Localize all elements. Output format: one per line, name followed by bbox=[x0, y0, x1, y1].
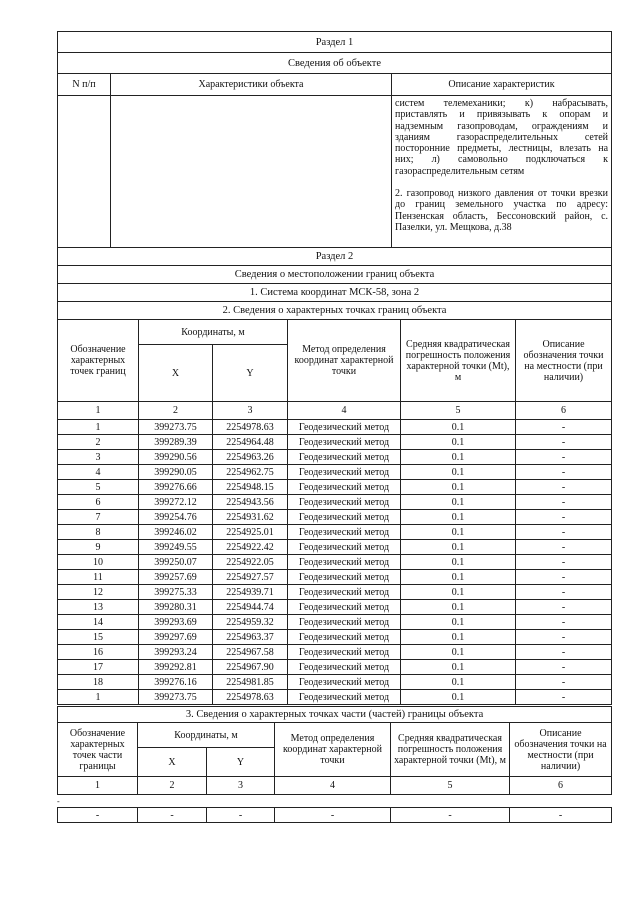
cell-y: 2254948.15 bbox=[213, 480, 288, 495]
cell-characteristics-empty bbox=[111, 96, 392, 248]
cell-method: Геодезический метод bbox=[288, 660, 401, 675]
cell-x: 399293.69 bbox=[139, 615, 213, 630]
cell-method: Геодезический метод bbox=[288, 600, 401, 615]
col-number: 3 bbox=[213, 402, 288, 420]
point-row bbox=[58, 690, 612, 705]
cell-x: 399290.05 bbox=[139, 465, 213, 480]
empty-row bbox=[58, 808, 612, 823]
section2-title: Раздел 2 bbox=[58, 248, 612, 266]
col-number: 1 bbox=[58, 777, 138, 795]
point-row bbox=[58, 495, 612, 510]
cell-point: 5 bbox=[58, 480, 139, 495]
cell-point: 12 bbox=[58, 585, 139, 600]
col-number: 5 bbox=[401, 402, 516, 420]
cell-location-desc: - bbox=[516, 435, 612, 450]
cell-method: Геодезический метод bbox=[288, 495, 401, 510]
section2-subtitle: Сведения о местоположении границ объекта bbox=[58, 266, 612, 284]
cell-description bbox=[392, 96, 612, 248]
point-row bbox=[58, 525, 612, 540]
col-number: 2 bbox=[139, 402, 213, 420]
cell-point: 14 bbox=[58, 615, 139, 630]
cell-location-desc: - bbox=[516, 495, 612, 510]
col-number: 4 bbox=[288, 402, 401, 420]
cell-error: 0.1 bbox=[401, 690, 516, 705]
cell-point: 4 bbox=[58, 465, 139, 480]
point-row bbox=[58, 435, 612, 450]
cell-x: 399289.39 bbox=[139, 435, 213, 450]
cell-location-desc: - bbox=[516, 540, 612, 555]
header-coordinates: Координаты, м bbox=[139, 320, 288, 345]
cell-location-desc: - bbox=[516, 645, 612, 660]
cell-x: 399273.75 bbox=[139, 420, 213, 435]
column-number-row bbox=[58, 402, 612, 420]
cell-point: 2 bbox=[58, 435, 139, 450]
cell-x: 399257.69 bbox=[139, 570, 213, 585]
cell-y: 2254967.58 bbox=[213, 645, 288, 660]
cell-method: Геодезический метод bbox=[288, 555, 401, 570]
cell-x: 399254.76 bbox=[139, 510, 213, 525]
cell-y: 2254931.62 bbox=[213, 510, 288, 525]
point-row bbox=[58, 450, 612, 465]
section2-table bbox=[57, 247, 612, 705]
point-row bbox=[58, 660, 612, 675]
header-y: Y bbox=[207, 748, 275, 777]
cell-x: 399292.81 bbox=[139, 660, 213, 675]
cell-error: 0.1 bbox=[401, 615, 516, 630]
section1-subtitle: Сведения об объекте bbox=[58, 53, 612, 74]
header-point: Обозначение характерных точек границ bbox=[58, 320, 139, 402]
cell-x: 399280.31 bbox=[139, 600, 213, 615]
column-number-row bbox=[58, 777, 612, 795]
separator-dash: - bbox=[57, 797, 60, 806]
point-row bbox=[58, 480, 612, 495]
col-number: 5 bbox=[391, 777, 510, 795]
cell-y: 2254981.85 bbox=[213, 675, 288, 690]
cell-error: 0.1 bbox=[401, 600, 516, 615]
cell-point: 6 bbox=[58, 495, 139, 510]
point-row bbox=[58, 465, 612, 480]
cell-y: 2254959.32 bbox=[213, 615, 288, 630]
header-error: Средняя квадратическая погрешность положения характерной точки (Mt), м bbox=[391, 723, 510, 777]
point-row bbox=[58, 555, 612, 570]
cell-y: 2254927.57 bbox=[213, 570, 288, 585]
cell-location-desc: - bbox=[516, 615, 612, 630]
cell-y: 2254964.48 bbox=[213, 435, 288, 450]
cell-method: Геодезический метод bbox=[288, 630, 401, 645]
cell-method: Геодезический метод bbox=[288, 645, 401, 660]
cell-location-desc: - bbox=[516, 570, 612, 585]
point-row bbox=[58, 675, 612, 690]
cell-y: 2254922.42 bbox=[213, 540, 288, 555]
section3-empty-table bbox=[57, 807, 612, 823]
empty-cell: - bbox=[207, 808, 275, 823]
cell-error: 0.1 bbox=[401, 525, 516, 540]
cell-method: Геодезический метод bbox=[288, 570, 401, 585]
cell-point: 9 bbox=[58, 540, 139, 555]
header-x: X bbox=[138, 748, 207, 777]
section3-empty-block bbox=[57, 807, 611, 823]
cell-method: Геодезический метод bbox=[288, 585, 401, 600]
cell-error: 0.1 bbox=[401, 585, 516, 600]
cell-location-desc: - bbox=[516, 480, 612, 495]
empty-cell: - bbox=[275, 808, 391, 823]
col-number: 6 bbox=[516, 402, 612, 420]
cell-error: 0.1 bbox=[401, 555, 516, 570]
empty-cell: - bbox=[510, 808, 612, 823]
empty-cell: - bbox=[391, 808, 510, 823]
cell-point: 15 bbox=[58, 630, 139, 645]
cell-method: Геодезический метод bbox=[288, 510, 401, 525]
cell-x: 399273.75 bbox=[139, 690, 213, 705]
cell-method: Геодезический метод bbox=[288, 540, 401, 555]
cell-location-desc: - bbox=[516, 555, 612, 570]
point-row bbox=[58, 615, 612, 630]
cell-error: 0.1 bbox=[401, 645, 516, 660]
point-row bbox=[58, 630, 612, 645]
cell-x: 399290.56 bbox=[139, 450, 213, 465]
cell-y: 2254967.90 bbox=[213, 660, 288, 675]
cell-error: 0.1 bbox=[401, 495, 516, 510]
col-number: 2 bbox=[138, 777, 207, 795]
header-location-desc: Описание обозначения точки на местности (при наличии) bbox=[516, 320, 612, 402]
cell-point: 16 bbox=[58, 645, 139, 660]
cell-point: 3 bbox=[58, 450, 139, 465]
cell-error: 0.1 bbox=[401, 675, 516, 690]
point-row bbox=[58, 645, 612, 660]
cell-error: 0.1 bbox=[401, 465, 516, 480]
cell-error: 0.1 bbox=[401, 570, 516, 585]
cell-point: 1 bbox=[58, 420, 139, 435]
cell-x: 399272.12 bbox=[139, 495, 213, 510]
empty-cell: - bbox=[138, 808, 207, 823]
section3-table bbox=[57, 706, 612, 795]
cell-error: 0.1 bbox=[401, 480, 516, 495]
header-location-desc: Описание обозначения точки на местности (при наличии) bbox=[510, 723, 612, 777]
cell-method: Геодезический метод bbox=[288, 450, 401, 465]
cell-y: 2254963.26 bbox=[213, 450, 288, 465]
section3-block bbox=[57, 706, 611, 795]
cell-y: 2254978.63 bbox=[213, 420, 288, 435]
section1-block bbox=[57, 31, 611, 248]
cell-location-desc: - bbox=[516, 585, 612, 600]
cell-location-desc: - bbox=[516, 525, 612, 540]
cell-error: 0.1 bbox=[401, 630, 516, 645]
header-error: Средняя квадратическая погрешность положения характерной точки (Mt), м bbox=[401, 320, 516, 402]
cell-method: Геодезический метод bbox=[288, 615, 401, 630]
point-row bbox=[58, 585, 612, 600]
header-description: Описание характеристик bbox=[392, 74, 612, 96]
cell-y: 2254939.71 bbox=[213, 585, 288, 600]
cell-point: 11 bbox=[58, 570, 139, 585]
section3-title: 3. Сведения о характерных точках части (частей) границы объекта bbox=[58, 707, 612, 723]
cell-method: Геодезический метод bbox=[288, 525, 401, 540]
section3-separator bbox=[57, 797, 611, 807]
cell-y: 2254978.63 bbox=[213, 690, 288, 705]
col-number: 6 bbox=[510, 777, 612, 795]
header-x: X bbox=[139, 345, 213, 402]
cell-y: 2254962.75 bbox=[213, 465, 288, 480]
cell-y: 2254943.56 bbox=[213, 495, 288, 510]
cell-x: 399297.69 bbox=[139, 630, 213, 645]
cell-x: 399276.66 bbox=[139, 480, 213, 495]
cell-location-desc: - bbox=[516, 675, 612, 690]
header-method: Метод определения координат характерной точки bbox=[288, 320, 401, 402]
cell-method: Геодезический метод bbox=[288, 465, 401, 480]
points-title: 2. Сведения о характерных точках границ объекта bbox=[58, 302, 612, 320]
cell-method: Геодезический метод bbox=[288, 420, 401, 435]
cell-location-desc: - bbox=[516, 600, 612, 615]
cell-point: 7 bbox=[58, 510, 139, 525]
cell-location-desc: - bbox=[516, 420, 612, 435]
cell-point: 13 bbox=[58, 600, 139, 615]
cell-error: 0.1 bbox=[401, 450, 516, 465]
cell-y: 2254963.37 bbox=[213, 630, 288, 645]
col-number: 3 bbox=[207, 777, 275, 795]
header-number: N п/п bbox=[58, 74, 111, 96]
point-row bbox=[58, 600, 612, 615]
section2-block bbox=[57, 247, 611, 705]
cell-error: 0.1 bbox=[401, 660, 516, 675]
cell-location-desc: - bbox=[516, 510, 612, 525]
cell-point: 17 bbox=[58, 660, 139, 675]
cell-x: 399275.33 bbox=[139, 585, 213, 600]
cell-y: 2254922.05 bbox=[213, 555, 288, 570]
point-row bbox=[58, 540, 612, 555]
cell-y: 2254925.01 bbox=[213, 525, 288, 540]
header-point: Обозначение характерных точек части границы bbox=[58, 723, 138, 777]
point-row bbox=[58, 570, 612, 585]
cell-error: 0.1 bbox=[401, 435, 516, 450]
points-body bbox=[58, 420, 612, 705]
empty-cell: - bbox=[58, 808, 138, 823]
cell-x: 399293.24 bbox=[139, 645, 213, 660]
cell-x: 399276.16 bbox=[139, 675, 213, 690]
cell-location-desc: - bbox=[516, 690, 612, 705]
col-number: 4 bbox=[275, 777, 391, 795]
section1-title: Раздел 1 bbox=[58, 32, 612, 53]
header-method: Метод определения координат характерной точки bbox=[275, 723, 391, 777]
cell-x: 399246.02 bbox=[139, 525, 213, 540]
header-coordinates: Координаты, м bbox=[138, 723, 275, 748]
description-paragraph-1: систем телемеханики; к) набрасывать, приставлять и привязывать к опорам и надземным газопроводам, ограждениям и зданиям газораспределительных сетей посторонние предметы, лестницы, влезать на них; л) самовольно подключаться к газораспределительным сетям bbox=[395, 98, 609, 177]
point-row bbox=[58, 510, 612, 525]
cell-method: Геодезический метод bbox=[288, 690, 401, 705]
cell-location-desc: - bbox=[516, 660, 612, 675]
header-characteristics: Характеристики объекта bbox=[111, 74, 392, 96]
cell-number-empty bbox=[58, 96, 111, 248]
cell-point: 8 bbox=[58, 525, 139, 540]
cell-y: 2254944.74 bbox=[213, 600, 288, 615]
cell-location-desc: - bbox=[516, 465, 612, 480]
cell-error: 0.1 bbox=[401, 420, 516, 435]
cell-point: 18 bbox=[58, 675, 139, 690]
cell-method: Геодезический метод bbox=[288, 435, 401, 450]
coordinate-system: 1. Система координат МСК-58, зона 2 bbox=[58, 284, 612, 302]
point-row bbox=[58, 420, 612, 435]
cell-point: 1 bbox=[58, 690, 139, 705]
cell-x: 399249.55 bbox=[139, 540, 213, 555]
header-y: Y bbox=[213, 345, 288, 402]
section1-table bbox=[57, 31, 612, 248]
cell-method: Геодезический метод bbox=[288, 480, 401, 495]
cell-method: Геодезический метод bbox=[288, 675, 401, 690]
description-paragraph-2: 2. газопровод низкого давления от точки врезки до границ земельного участка по адресу: Пензенская область, Бессоновский район, с. Пазелки, ул. Мещкова, д.38 bbox=[395, 188, 609, 233]
col-number: 1 bbox=[58, 402, 139, 420]
cell-location-desc: - bbox=[516, 630, 612, 645]
cell-error: 0.1 bbox=[401, 540, 516, 555]
cell-location-desc: - bbox=[516, 450, 612, 465]
cell-x: 399250.07 bbox=[139, 555, 213, 570]
cell-error: 0.1 bbox=[401, 510, 516, 525]
cell-point: 10 bbox=[58, 555, 139, 570]
